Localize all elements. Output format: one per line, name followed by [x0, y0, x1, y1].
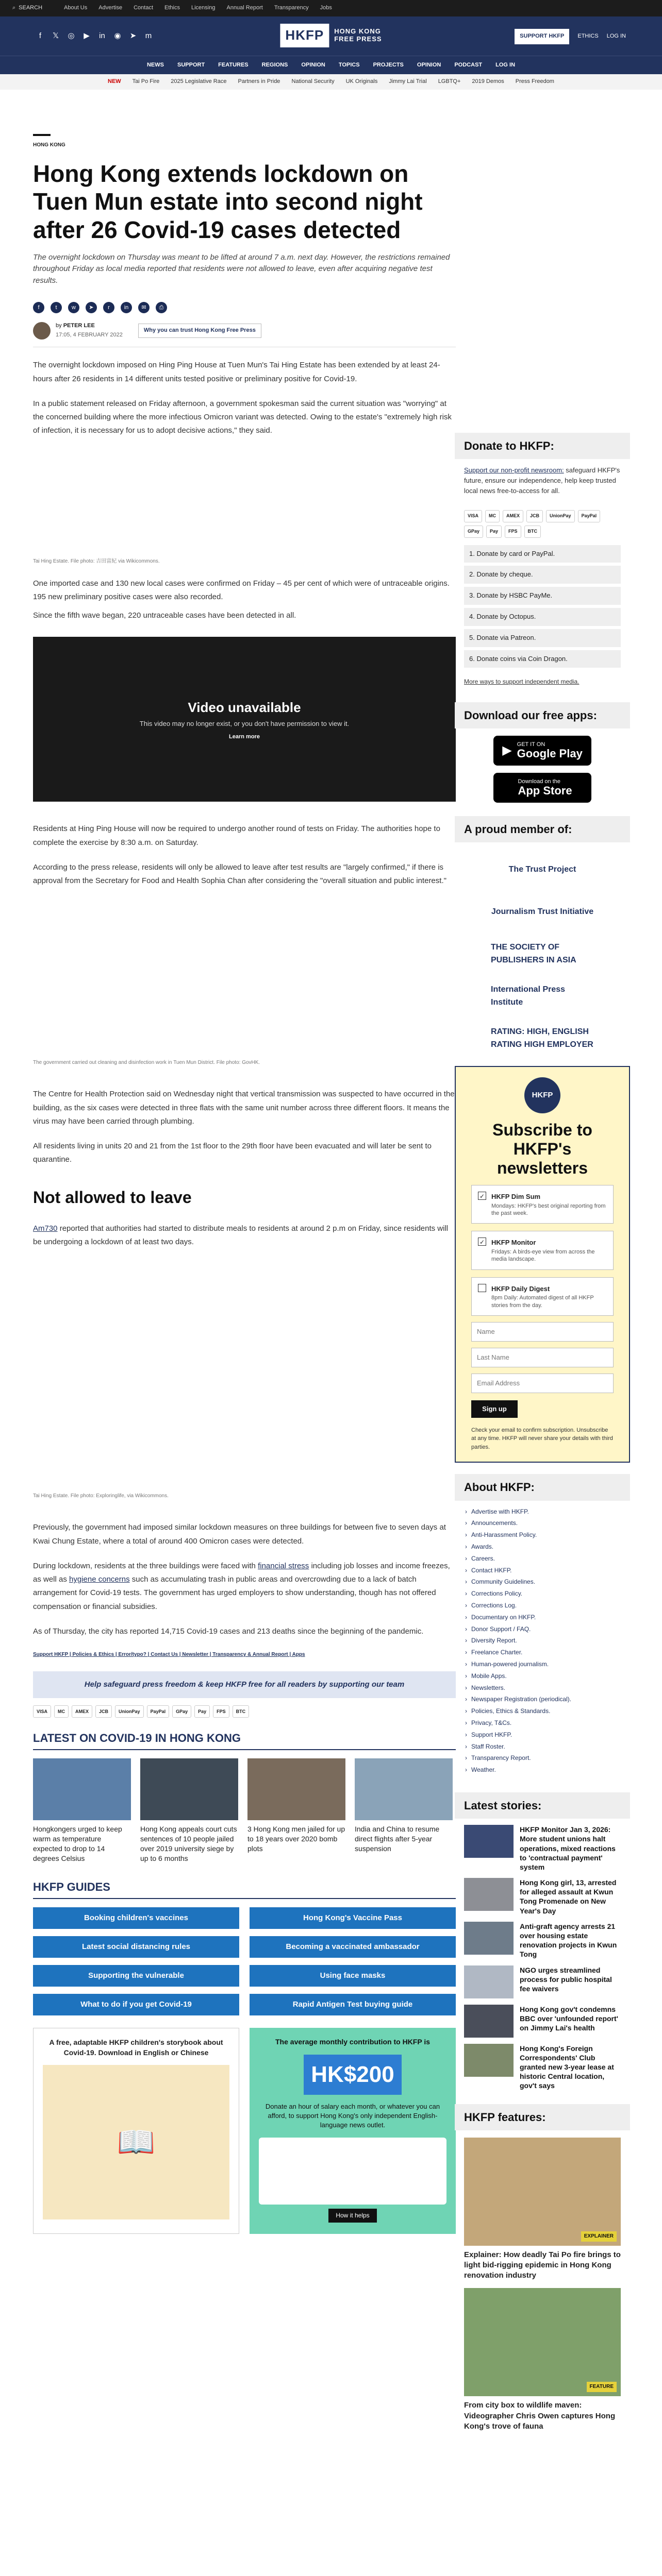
card-image[interactable] — [140, 1758, 238, 1820]
how-it-helps-button[interactable]: How it helps — [328, 2209, 376, 2223]
about-link[interactable]: › Weather. — [464, 1764, 621, 1776]
about-heading: About HKFP: — [455, 1474, 630, 1500]
trending-item[interactable]: 2019 Demos — [472, 78, 504, 85]
payment-icon: Pay — [486, 526, 502, 538]
features-heading: HKFP features: — [455, 2104, 630, 2130]
nav-item[interactable]: SUPPORT — [177, 61, 205, 68]
author-name[interactable]: PETER LEE — [63, 323, 95, 329]
nav-item[interactable]: PODCAST — [454, 61, 483, 68]
guides-buttons — [33, 1907, 456, 2015]
donate-method[interactable]: 4. Donate by Octopus. — [464, 608, 621, 626]
article-image-placeholder — [33, 1261, 456, 1488]
about-link[interactable]: › Community Guidelines. — [464, 1576, 621, 1588]
financial-stress-link[interactable]: financial stress — [258, 1561, 309, 1570]
news-card[interactable] — [33, 1758, 131, 1863]
linkedin-icon[interactable]: in — [99, 31, 105, 40]
payment-icon: VISA — [33, 1705, 51, 1718]
about-link[interactable]: › Donor Support / FAQ. — [464, 1623, 621, 1635]
card-title[interactable]: Hongkongers urged to keep warm as temperature expected to drop to 14 degrees Celsius — [33, 1825, 122, 1863]
about-link[interactable]: › Staff Roster. — [464, 1741, 621, 1753]
latest-covid-cards — [33, 1758, 456, 1863]
latest-story-image[interactable] — [464, 1922, 514, 1955]
paragraph: Previously, the government had imposed similar lockdown measures on three buildings for between five to seven days at Kwai Chung Estate, where a total of around 400 Omicron cases were detected. — [33, 1523, 446, 1546]
donate-heading: Donate to HKFP: — [455, 433, 630, 459]
play-icon: ▶ — [502, 743, 512, 757]
newsletter-name: HKFP Dim Sum — [491, 1192, 541, 1200]
login-link[interactable]: LOG IN — [606, 33, 626, 39]
utility-link[interactable]: Annual Report — [226, 5, 263, 11]
guide-button[interactable]: Booking children's vaccines — [33, 1907, 239, 1929]
donate-text: Support our non-profit newsroom: safeguard HKFP's future, ensure our independence, help keep trusted local news free-to-access for all. — [464, 466, 620, 495]
logo-text-1: HONG KONG — [334, 27, 381, 35]
payment-icon: UnionPay — [546, 510, 575, 522]
about-link[interactable]: › Diversity Report. — [464, 1635, 621, 1647]
why-trust-link[interactable]: Why you can trust Hong Kong Free Press — [138, 324, 261, 338]
linkedin-share-icon[interactable]: in — [121, 302, 132, 313]
paragraph: The Centre for Health Protection said on Wednesday night that vertical transmission was suspected to have occurred in the building, as the six cases were detected in three flats with the same unit number across three different floors. It means the virus may have been carried through plumbing. — [33, 1090, 455, 1126]
card-title[interactable]: India and China to resume direct flights after 5-year suspension — [355, 1825, 440, 1853]
card-title[interactable]: Hong Kong appeals court cuts sentences of 10 people jailed over 2019 university siege by up to 6 months — [140, 1825, 237, 1863]
am730-link[interactable]: Am730 — [33, 1224, 58, 1233]
newsletter-signup — [455, 1066, 630, 1463]
latest-story[interactable] — [455, 1872, 630, 1916]
payment-icon: GPay — [464, 526, 483, 538]
author-prefix: by — [56, 323, 62, 329]
nav-item[interactable]: FEATURES — [218, 61, 249, 68]
payment-icon: GPay — [172, 1705, 191, 1718]
newsletter-name: HKFP Monitor — [491, 1239, 536, 1247]
video-title: Video unavailable — [188, 700, 301, 716]
support-banner[interactable]: Help safeguard press freedom & keep HKFP free for all readers by supporting our team — [33, 1671, 456, 1698]
paragraph: As of Thursday, the city has reported 14,715 Covid-19 cases and 213 deaths since the beginning of the pandemic. — [33, 1626, 424, 1636]
utility-links — [64, 4, 332, 13]
latest-story-image[interactable] — [464, 1965, 514, 1998]
feature-story[interactable] — [464, 2288, 621, 2432]
about-link[interactable]: › Support HKFP. — [464, 1729, 621, 1741]
utility-link[interactable]: Advertise — [98, 5, 123, 11]
feature-image[interactable] — [464, 2138, 621, 2246]
payment-icon: BTC — [524, 526, 541, 538]
section-heading: Not allowed to leave — [33, 1188, 192, 1207]
social-links — [36, 30, 153, 42]
paragraph: Am730 reported that authorities had started to distribute meals to residents at around 2 p.m on Friday, since residents will be undergoing a lockdown of at least two days. — [33, 1224, 449, 1247]
about-link[interactable]: › Newspaper Registration (periodical). — [464, 1693, 621, 1705]
member-logo[interactable] — [491, 854, 594, 885]
member-heading: A proud member of: — [455, 816, 630, 842]
latest-story[interactable] — [455, 1959, 630, 1998]
donate-method[interactable]: 5. Donate via Patreon. — [464, 629, 621, 647]
hkfp-badge: HKFP — [524, 1077, 560, 1113]
latest-stories-heading: Latest stories: — [455, 1792, 630, 1819]
trending-bar — [0, 74, 662, 90]
feature-image[interactable] — [464, 2288, 621, 2396]
newsletter-option[interactable] — [471, 1185, 614, 1224]
donate-method[interactable]: 2. Donate by cheque. — [464, 566, 621, 584]
twitter-icon[interactable]: 𝕏 — [52, 31, 59, 40]
ethics-link[interactable]: ETHICS — [577, 33, 599, 39]
guide-button[interactable]: Hong Kong's Vaccine Pass — [250, 1907, 456, 1929]
video-message: This video may no longer exist, or you don't have permission to view it. — [139, 720, 350, 728]
telegram-icon[interactable]: ➤ — [129, 31, 137, 40]
about-link[interactable]: › Corrections Log. — [464, 1600, 621, 1612]
donate-promo-note: Donate an hour of salary each month, or whatever you can afford, to support Hong Kong's only independent English-language news outlet. — [265, 2103, 440, 2129]
paragraph: According to the press release, residents will only be allowed to leave after test results are "largely confirmed," if there is approval from the Secretary for Food and Health Sophia Chan after considering the "overall situation and public interest." — [33, 862, 446, 886]
donate-promo-text: The average monthly contribution to HKFP is — [275, 2038, 430, 2046]
guide-button[interactable]: Becoming a vaccinated ambassador — [250, 1936, 456, 1958]
mastodon-icon[interactable]: m — [145, 31, 152, 40]
nav-item[interactable]: OPINION — [417, 61, 441, 68]
payment-icon: FPS — [213, 1705, 229, 1718]
logo-text-2: FREE PRESS — [334, 35, 382, 43]
nav-item[interactable]: PROJECTS — [373, 61, 404, 68]
site-logo[interactable] — [280, 24, 382, 47]
promo-row — [33, 2028, 456, 2234]
about-links — [455, 1501, 630, 1781]
article-image-placeholder — [33, 900, 456, 1055]
latest-story-image[interactable] — [464, 1878, 514, 1911]
payment-icon: FPS — [505, 526, 521, 538]
utility-link[interactable]: Contact — [134, 5, 154, 11]
payment-icon: AMEX — [503, 510, 523, 522]
storybook-illustration: 📖 — [43, 2065, 229, 2219]
newsletter-name: HKFP Daily Digest — [491, 1284, 550, 1293]
feature-story[interactable] — [464, 2138, 621, 2281]
donate-method[interactable]: 6. Donate coins via Coin Dragon. — [464, 650, 621, 668]
news-card[interactable] — [247, 1758, 345, 1863]
payment-icon: AMEX — [72, 1705, 92, 1718]
feature-title[interactable]: Explainer: How deadly Tai Po fire brings to light bid-rigging epidemic in Hong Kong renovation industry — [464, 2250, 621, 2280]
about-link[interactable]: › Documentary on HKFP. — [464, 1612, 621, 1623]
card-title[interactable]: 3 Hong Kong men jailed for up to 18 years over 2020 bomb plots — [247, 1825, 345, 1853]
latest-story[interactable] — [455, 1916, 630, 1959]
youtube-icon[interactable]: ▶ — [84, 31, 90, 40]
about-link[interactable]: › Advertise with HKFP. — [464, 1506, 621, 1518]
payment-icon: JCB — [95, 1705, 112, 1718]
utility-link[interactable]: Licensing — [191, 5, 216, 11]
guide-button[interactable]: Rapid Antigen Test buying guide — [250, 1994, 456, 2015]
paragraph: Since the fifth wave began, 220 untraceable cases have been detected in all. — [33, 611, 296, 620]
apps-heading: Download our free apps: — [455, 702, 630, 728]
member-name: THE SOCIETY OF PUBLISHERS IN ASIA — [491, 942, 576, 965]
logo-mark: HKFP — [280, 24, 329, 47]
nav-item[interactable]: LOG IN — [495, 61, 516, 68]
about-link[interactable]: › Mobile Apps. — [464, 1670, 621, 1682]
newsletter-checkbox[interactable] — [478, 1284, 486, 1292]
subscribe-note: Check your email to confirm subscription. Unsubscribe at any time. HKFP will never share your details with third parties. — [471, 1427, 613, 1450]
facebook-share-icon[interactable]: f — [33, 302, 44, 313]
card-image[interactable] — [33, 1758, 131, 1820]
print-share-icon[interactable]: ⎙ — [156, 302, 167, 313]
nav-item[interactable]: NEWS — [146, 61, 164, 68]
paragraph: Residents at Hing Ping House will now be required to undergo another round of tests on Friday. The authorities hope to complete the exercise by 8:30 a.m. on Saturday. — [33, 824, 440, 847]
latest-stories — [455, 1819, 630, 2090]
utility-link[interactable]: Ethics — [164, 5, 180, 11]
guide-button[interactable]: Latest social distancing rules — [33, 1936, 239, 1958]
storybook-text: A free, adaptable HKFP children's storybook about Covid-19. Download in English or Chinese — [49, 2038, 223, 2057]
newsletter-desc: 8pm Daily: Automated digest of all HKFP stories from the day. — [491, 1295, 594, 1309]
about-link[interactable]: › Freelance Charter. — [464, 1647, 621, 1658]
newsletter-desc: Fridays: A birds-eye view from across the media landscape. — [491, 1248, 595, 1263]
about-link[interactable]: › Newsletters. — [464, 1682, 621, 1694]
email-field[interactable]: Email Address — [471, 1374, 614, 1393]
email-share-icon[interactable]: ✉ — [138, 302, 150, 313]
utility-link[interactable]: Transparency — [274, 5, 309, 11]
instagram-icon[interactable]: ◎ — [68, 31, 75, 40]
trending-item[interactable]: Press Freedom — [515, 78, 554, 85]
member-logo[interactable] — [491, 896, 594, 927]
member-logo[interactable] — [491, 980, 594, 1011]
about-link[interactable]: › Announcements. — [464, 1517, 621, 1529]
nav-item[interactable]: TOPICS — [338, 61, 360, 68]
news-card[interactable] — [140, 1758, 238, 1863]
payment-icon: PayPal — [147, 1705, 170, 1718]
article-kicker[interactable]: HONG KONG — [33, 134, 51, 149]
utility-link[interactable]: About Us — [64, 5, 88, 11]
video-learn-more[interactable]: Learn more — [229, 733, 260, 740]
feature-badge: FEATURE — [587, 2382, 617, 2392]
payment-icon: VISA — [464, 510, 482, 522]
trending-item[interactable]: Jimmy Lai Trial — [389, 78, 427, 85]
payment-icon: JCB — [526, 510, 543, 522]
name-field[interactable]: Name — [471, 1322, 614, 1342]
sidebar — [455, 433, 630, 2432]
subscribe-heading: Subscribe to HKFP's newsletters — [492, 1121, 592, 1177]
byline — [33, 321, 456, 340]
nav-item[interactable]: OPINION — [301, 61, 325, 68]
twitter-share-icon[interactable]: t — [51, 302, 62, 313]
paragraph: All residents living in units 20 and 21 from the 1st floor to the 29th floor have been evacuated and will later be sent to quarantine. — [33, 1142, 432, 1164]
latest-story-title[interactable]: HKFP Monitor Jan 3, 2026: More student unions halt operations, mixed reactions to 'contractual payment' system — [520, 1825, 616, 1871]
hygiene-concerns-link[interactable]: hygiene concerns — [69, 1575, 130, 1584]
latest-story-image[interactable] — [464, 2005, 514, 2038]
latest-covid-heading: LATEST ON COVID-19 IN HONG KONG — [33, 1729, 456, 1750]
storybook-promo[interactable] — [33, 2028, 239, 2234]
guides-heading: HKFP GUIDES — [33, 1878, 456, 1899]
latest-story[interactable] — [455, 2038, 630, 2091]
latest-story-title[interactable]: Hong Kong girl, 13, arrested for alleged assault at Kwun Tong Promenade on New Year's Day — [520, 1878, 617, 1915]
paragraph: The overnight lockdown imposed on Hing Ping House at Tuen Mun's Tai Hing Estate has been extended by at least 24-hours after 26 residents in 14 different units tested positive or preliminary positive for Covid-19. — [33, 361, 440, 383]
member-name: International Press Institute — [491, 985, 566, 1007]
about-link[interactable]: › Careers. — [464, 1553, 621, 1565]
payment-icon: PayPal — [578, 510, 601, 522]
trending-item[interactable]: LGBTQ+ — [438, 78, 461, 85]
about-link[interactable]: › Corrections Policy. — [464, 1588, 621, 1600]
embedded-video[interactable] — [33, 637, 456, 802]
publish-date: 17:05, 4 FEBRUARY 2022 — [56, 331, 123, 338]
nav-item[interactable]: REGIONS — [261, 61, 288, 68]
member-name: Journalism Trust Initiative — [491, 907, 594, 916]
sidebar-payment-methods — [455, 510, 630, 538]
member-logo[interactable] — [491, 1023, 594, 1054]
trending-item[interactable]: UK Originals — [345, 78, 378, 85]
member-logo[interactable] — [491, 938, 594, 969]
payment-icon: MC — [485, 510, 500, 522]
newsletter-desc: Mondays: HKFP's best original reporting from the past week. — [491, 1202, 606, 1216]
article — [33, 134, 456, 2234]
guide-button[interactable]: Using face masks — [250, 1965, 456, 1987]
trending-label: NEW — [108, 78, 121, 85]
search-icon[interactable]: ⌕ — [12, 5, 16, 11]
latest-story-image[interactable] — [464, 2044, 514, 2077]
share-bar — [33, 302, 456, 313]
donate-method[interactable]: 3. Donate by HSBC PayMe. — [464, 587, 621, 605]
google-play-badge[interactable]: ▶ GET IT ON Google Play — [493, 736, 591, 766]
app-store-badge[interactable]: Download on the App Store — [493, 773, 591, 803]
payment-icon: Pay — [194, 1705, 210, 1718]
newsletter-option[interactable] — [471, 1231, 614, 1269]
latest-story-title[interactable]: Hong Kong's Foreign Correspondents' Club granted new 3-year lease at historic Central location, gov't says — [520, 2044, 614, 2090]
trending-item[interactable]: National Security — [291, 78, 335, 85]
latest-story-title[interactable]: Anti-graft agency arrests 21 over housing estate renovation projects in Kwun Tong — [520, 1922, 617, 1959]
about-link[interactable]: › Anti-Harassment Policy. — [464, 1529, 621, 1541]
article-title: Hong Kong extends lockdown on Tuen Mun estate into second night after 26 Covid-19 cases detected — [33, 160, 423, 243]
feature-title[interactable]: From city box to wildlife maven: Videographer Chris Owen captures Hong Kong's trove of fauna — [464, 2401, 616, 2431]
support-hkfp-button[interactable]: SUPPORT HKFP — [515, 29, 569, 44]
more-ways-link[interactable]: More ways to support independent media. — [464, 678, 580, 686]
payment-icon: UnionPay — [115, 1705, 144, 1718]
newsletter-options — [471, 1185, 614, 1316]
about-link[interactable]: › Contact HKFP. — [464, 1565, 621, 1577]
donate-promo-amount: HK$200 — [304, 2055, 401, 2095]
reddit-share-icon[interactable]: r — [103, 302, 114, 313]
whatsapp-share-icon[interactable]: w — [68, 302, 79, 313]
footer-links[interactable]: Support HKFP | Policies & Ethics | Error/typo? | Contact Us | Newsletter | Transparency & Annual Report | Apps — [33, 1652, 305, 1658]
payment-icon: MC — [54, 1705, 69, 1718]
search-link[interactable]: SEARCH — [19, 5, 43, 11]
image-caption: The government carried out cleaning and disinfection work in Tuen Mun District. File photo: GovHK. — [33, 1060, 260, 1066]
about-link[interactable]: › Human-powered journalism. — [464, 1658, 621, 1670]
payment-icon: BTC — [233, 1705, 250, 1718]
member-name: RATING: HIGH, ENGLISH RATING HIGH EMPLOYER — [491, 1027, 593, 1049]
card-image[interactable] — [355, 1758, 453, 1820]
utility-link[interactable]: Jobs — [320, 5, 332, 11]
news-card[interactable] — [355, 1758, 453, 1863]
guide-button[interactable]: What to do if you get Covid-19 — [33, 1994, 239, 2015]
guide-button[interactable]: Supporting the vulnerable — [33, 1965, 239, 1987]
feature-stories — [455, 2138, 630, 2432]
donate-promo[interactable] — [250, 2028, 456, 2234]
site-header — [0, 16, 662, 56]
about-link[interactable]: › Awards. — [464, 1541, 621, 1553]
about-link[interactable]: › Policies, Ethics & Standards. — [464, 1705, 621, 1717]
trending-item[interactable]: Partners in Pride — [238, 78, 280, 85]
latest-story-title[interactable]: Hong Kong gov't condemns BBC over 'unfounded report' on Jimmy Lai's health — [520, 2005, 618, 2032]
paragraph: One imported case and 130 new local cases were confirmed on Friday – 45 per cent of which were of untraceable origins. 195 new preliminary positive cases were also recorded. — [33, 579, 450, 601]
article-image-placeholder — [33, 450, 456, 553]
facebook-icon[interactable]: f — [39, 31, 42, 40]
newsletter-checkbox[interactable]: ✓ — [478, 1192, 486, 1200]
trending-item[interactable]: 2025 Legislative Race — [171, 78, 227, 85]
latest-story[interactable] — [455, 1998, 630, 2038]
about-link[interactable]: › Privacy, T&Cs. — [464, 1717, 621, 1729]
donate-method[interactable]: 1. Donate by card or PayPal. — [464, 545, 621, 563]
sign-up-button[interactable]: Sign up — [471, 1400, 518, 1418]
utility-bar — [0, 0, 662, 16]
paragraph: During lockdown, residents at the three buildings were faced with financial stress including job losses and income freezes, as well as hygiene concerns such as accumulating trash in public areas and overcrowding due to a lack of batch arrangement for Covid-19 tests. The government has urged employers to show understanding, though has not offered compensation or financial subsidies. — [33, 1561, 450, 1611]
about-link[interactable]: › Transparency Report. — [464, 1752, 621, 1764]
image-caption: Tai Hing Estate. File photo: Exploringlife, via Wikicommons. — [33, 1493, 169, 1499]
telegram-share-icon[interactable]: ➤ — [86, 302, 97, 313]
card-image[interactable] — [247, 1758, 345, 1820]
member-name: The Trust Project — [508, 865, 576, 874]
rss-icon[interactable]: ◉ — [114, 31, 121, 40]
feature-badge: EXPLAINER — [581, 2231, 617, 2242]
newsletter-option[interactable] — [471, 1277, 614, 1316]
payment-methods — [33, 1705, 456, 1718]
support-newsroom-link[interactable]: Support our non-profit newsroom: — [464, 466, 564, 474]
last-name-field[interactable]: Last Name — [471, 1348, 614, 1367]
newsletter-checkbox[interactable]: ✓ — [478, 1238, 486, 1246]
trending-item[interactable]: Tai Po Fire — [132, 78, 160, 85]
donate-promo-chart — [259, 2138, 446, 2205]
image-caption: Tai Hing Estate. File photo: 吉田富紀 via Wikicommons. — [33, 558, 160, 564]
latest-story-title[interactable]: NGO urges streamlined process for public hospital fee waivers — [520, 1965, 612, 1993]
latest-story[interactable] — [455, 1819, 630, 1872]
donate-methods — [455, 545, 630, 668]
paragraph: In a public statement released on Friday afternoon, a government spokesman said the current situation was "worrying" at the concerned building where the more infectious Omicron variant was detected. Owing to the estate's "extremely high risk of infection, it is necessary for us to adopt decisive actions," they said. — [33, 399, 452, 435]
member-logos — [455, 854, 630, 1054]
main-nav — [0, 56, 662, 74]
author-avatar[interactable] — [33, 322, 51, 340]
latest-story-image[interactable] — [464, 1825, 514, 1858]
article-subtitle: The overnight lockdown on Thursday was meant to be lifted at around 7 a.m. next day. However, the restrictions remained throughout Friday as local media reported that residents were not allowed to leave, even after acquiring negative test results. — [33, 252, 450, 285]
